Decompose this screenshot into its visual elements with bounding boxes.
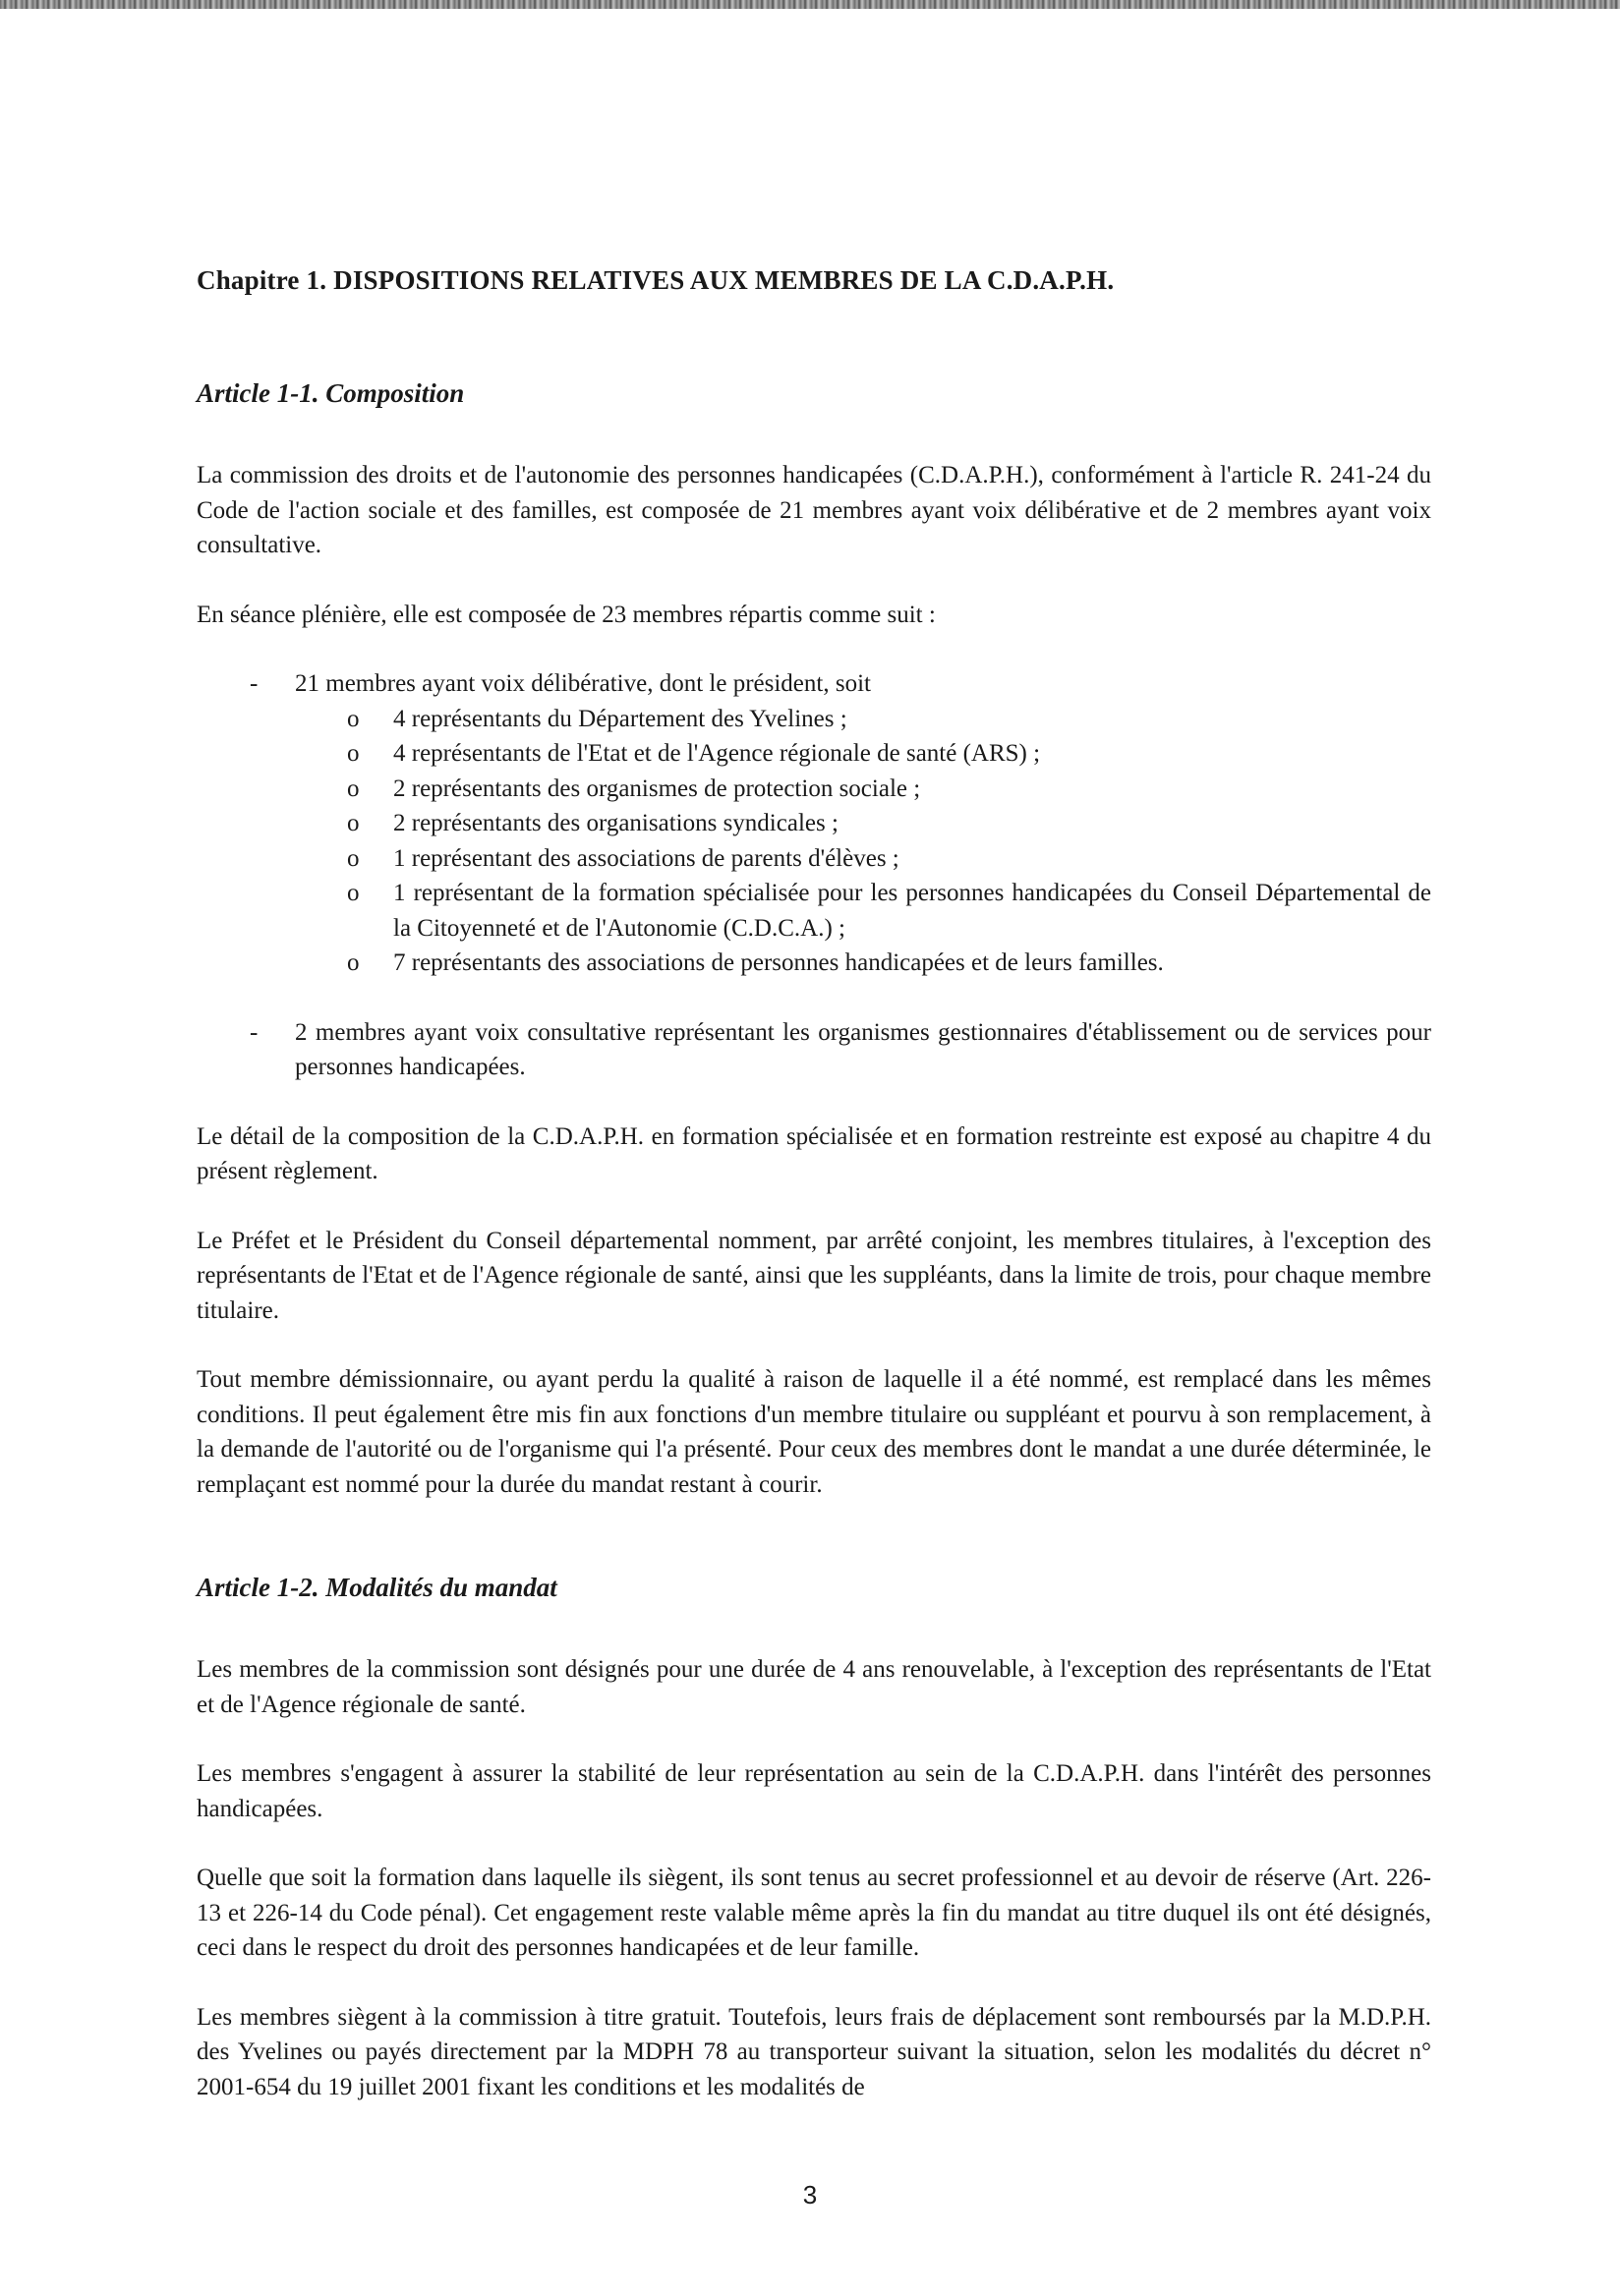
article-1-2-paragraph: Les membres siègent à la commission à titre gratuit. Toutefois, leurs frais de déplacement sont remboursés par la M.D.P.H. des Yvelines ou payés directement par la MDPH 78 au transporteur suivant la situation, selon les modalités du décret n° 2001-654 du 19 juillet 2001 fixant les conditions et les modalités de [197, 2003, 1431, 2100]
page-number: 3 [802, 2180, 818, 2210]
list-item: o 1 représentant de la formation spécialisée pour les personnes handicapées du Conseil Départemental de la Citoyenneté et de l'Autonomie (C.D.C.A.) ; [295, 876, 1431, 946]
circle-bullet: o [347, 740, 360, 767]
circle-bullet: o [347, 880, 360, 906]
list-item: o 4 représentants de l'Etat et de l'Agence régionale de santé (ARS) ; [295, 736, 1431, 772]
scan-edge-artifact [0, 0, 1620, 9]
deliberative-members-heading: 21 membres ayant voix délibérative, dont le président, soit [295, 670, 871, 697]
article-1-1-title: Article 1-1. Composition [197, 378, 465, 408]
article-1-2-title: Article 1-2. Modalités du mandat [197, 1573, 557, 1602]
document-body [197, 265, 1431, 2139]
circle-bullet: o [347, 949, 360, 976]
composition-list [197, 666, 1431, 1085]
article-1-2-paragraph: Les membres s'engagent à assurer la stabilité de leur représentation au sein de la C.D.A.P.H. dans l'intérêt des personnes handicapées. [197, 1760, 1431, 1822]
article-1-1-paragraph: Tout membre démissionnaire, ou ayant perdu la qualité à raison de laquelle il a été nommé, est remplacé dans les mêmes conditions. Il peut également être mis fin aux fonctions d'un membre titulaire ou suppléant et pourvu à son remplacement, à la demande de l'autorité ou de l'organisme qui l'a présenté. Pour ceux des membres dont le mandat a une durée déterminée, le remplaçant est nommé pour la durée du mandat restant à courir. [197, 1366, 1431, 1498]
list-item: o 7 représentants des associations de personnes handicapées et de leurs familles. [295, 946, 1431, 981]
list-item: o 1 représentant des associations de parents d'élèves ; [295, 841, 1431, 877]
list-item: o 2 représentants des organismes de protection sociale ; [295, 772, 1431, 807]
circle-bullet: o [347, 810, 360, 836]
dash-bullet: - [250, 1018, 259, 1046]
chapter-title: Chapitre 1. DISPOSITIONS RELATIVES AUX MEMBRES DE LA C.D.A.P.H. [197, 265, 1115, 295]
article-1-1-paragraph: Le Préfet et le Président du Conseil départemental nomment, par arrêté conjoint, les membres titulaires, à l'exception des représentants de l'Etat et de l'Agence régionale de santé, ainsi que les suppléants, dans la limite de trois, pour chaque membre titulaire. [197, 1227, 1431, 1324]
consultative-members-text: 2 membres ayant voix consultative représentant les organismes gestionnaires d'établissement ou de services pour personnes handicapées. [295, 1018, 1431, 1080]
deliberative-members-sublist [295, 702, 1431, 981]
circle-bullet: o [347, 844, 360, 872]
deliberative-members-item [197, 666, 1431, 981]
article-1-1-intro: La commission des droits et de l'autonomie des personnes handicapées (C.D.A.P.H.), conformément à l'article R. 241-24 du Code de l'action sociale et des familles, est composée de 21 membres ayant voix délibérative et de 2 membres ayant voix consultative. [197, 462, 1431, 558]
article-1-2-paragraph: Quelle que soit la formation dans laquelle ils siègent, ils sont tenus au secret professionnel et au devoir de réserve (Art. 226-13 et 226-14 du Code pénal). Cet engagement reste valable même après la fin du mandat au titre duquel ils ont été désignés, ceci dans le respect du droit des personnes handicapées et de leur famille. [197, 1865, 1431, 1961]
consultative-members-item [197, 1015, 1431, 1085]
circle-bullet: o [347, 705, 360, 732]
article-1-1-paragraph: Le détail de la composition de la C.D.A.P.H. en formation spécialisée et en formation restreinte est exposé au chapitre 4 du présent règlement. [197, 1122, 1431, 1184]
article-1-1-pleniere: En séance plénière, elle est composée de 23 membres répartis comme suit : [197, 601, 936, 628]
list-item: o 2 représentants des organisations syndicales ; [295, 806, 1431, 841]
article-1-2-paragraph: Les membres de la commission sont désignés pour une durée de 4 ans renouvelable, à l'exception des représentants de l'Etat et de l'Agence régionale de santé. [197, 1656, 1431, 1718]
dash-bullet: - [250, 670, 259, 697]
circle-bullet: o [347, 775, 360, 802]
list-item: o 4 représentants du Département des Yvelines ; [295, 702, 1431, 737]
